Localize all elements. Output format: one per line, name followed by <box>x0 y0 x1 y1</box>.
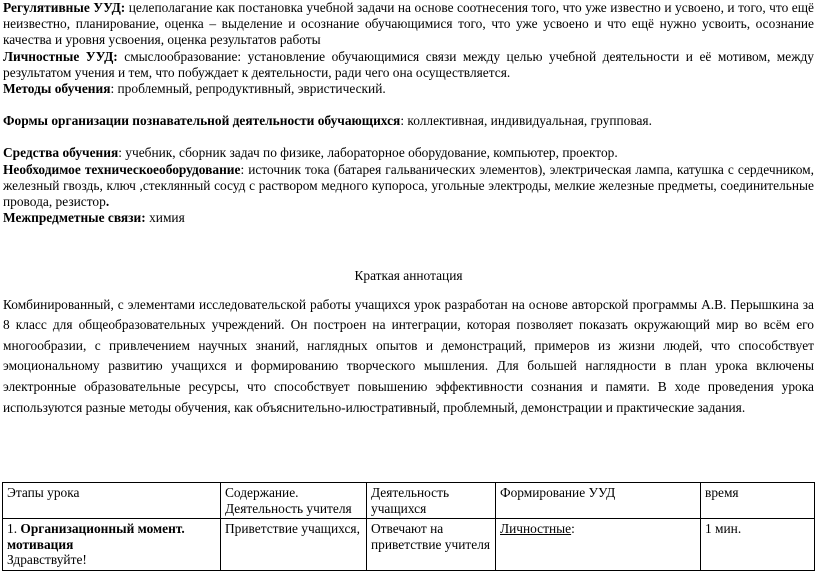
interdisciplinary-label: Межпредметные связи: <box>3 210 146 226</box>
equipment-text: : источник тока (батарея гальванических элементов), электрическая лампа, катушка с сердечником, железный гвоздь, ключ ,стеклянный сосуд с раствором медного купороса, угольные электроды, мелкие железные предметы, соединительные провода, резистор <box>3 161 815 210</box>
means-paragraph <box>3 145 814 161</box>
lesson-plan-table <box>2 482 815 571</box>
row1-uud-label: Личностные <box>500 521 572 537</box>
header-stages: Этапы урока <box>3 483 221 519</box>
equipment-label: Необходимое техническоеоборудование <box>3 161 241 177</box>
forms-label: Формы организации познавательной деятельности обучающихся <box>3 113 401 129</box>
forms-paragraph <box>3 113 814 129</box>
regulative-uud-label: Регулятивные УУД: <box>3 0 126 15</box>
personal-uud-paragraph <box>3 49 814 81</box>
row1-stage-title: Организационный момент. мотивация <box>7 521 185 552</box>
header-time: время <box>701 483 815 519</box>
personal-uud-label: Личностные УУД: <box>3 48 118 64</box>
row1-stage-greeting: Здравствуйте! <box>7 552 87 568</box>
row1-stage-number: 1 <box>7 521 14 537</box>
annotation-text: Комбинированный, с элементами исследовательской работы учащихся урок разработан на основе авторской программы А.В. Перышкина за 8 класс для общеобразовательных учреждений. Он построен на интеграции, которая позволяет показать окружающий мир во всём его многообразии, с привлечением научных знаний, наглядных опытов и демонстраций, примеров из жизни людей, что способствует эмоциональному развитию учащихся и формированию творческого мышления. Для большей наглядности в план урока включены электронные образовательные ресурсы, что способствует повышению эффективности сознания и памяти. В ходе проведения урока используются разные методы обучения, как объяснительно-илюстративный, проблемный, демонстрации и практические задания. <box>3 296 814 415</box>
header-student-activity <box>367 483 496 519</box>
interdisciplinary-paragraph <box>3 210 814 226</box>
means-text: : учебник, сборник задач по физике, лабораторное оборудование, компьютер, проектор. <box>118 145 618 161</box>
table-header-row <box>3 483 815 519</box>
methods-label: Методы обучения <box>3 81 111 97</box>
personal-uud-text: смыслообразование: установление обучающимися связи между целью учебной деятельности и её мотивом, между результатом учения и тем, что побуждает к деятельности, ради чего она осуществляется. <box>3 48 814 80</box>
header-student-line1: Деятельность <box>371 485 450 500</box>
header-content-line1: Содержание. <box>225 485 299 500</box>
regulative-uud-paragraph <box>3 0 814 49</box>
row1-stage-dot: . <box>13 521 21 537</box>
row1-stage <box>3 519 221 571</box>
methods-paragraph <box>3 81 814 97</box>
row1-uud-colon: : <box>571 521 575 537</box>
header-content <box>221 483 367 519</box>
methods-text: : проблемный, репродуктивный, эвристический. <box>110 81 386 97</box>
interdisciplinary-text: химия <box>145 210 185 226</box>
row1-uud <box>496 519 701 571</box>
forms-text: : коллективная, индивидуальная, групповая. <box>400 113 652 129</box>
header-student-line2: учащихся <box>371 500 427 516</box>
header-uud: Формирование УУД <box>496 483 701 519</box>
row1-teacher: Приветствие учащихся, <box>221 519 367 571</box>
row1-student: Отвечают на приветствие учителя <box>367 519 496 571</box>
table-row <box>3 519 815 571</box>
means-label: Средства обучения <box>3 145 119 161</box>
equipment-end: . <box>105 194 110 210</box>
regulative-uud-text: целеполагание как постановка учебной задачи на основе соотнесения того, что уже известно и усвоено, и того, что ещё неизвестно, планирование, оценка – выделение и осознание обучающимися того, что уже усвоено и что ещё нужно усвоить, осознание качества и уровня усвоения, оценка результатов работы <box>3 0 814 48</box>
header-content-line2: Деятельность учителя <box>225 500 352 516</box>
row1-time: 1 мин. <box>701 519 815 571</box>
annotation-title: Краткая аннотация <box>354 268 463 284</box>
equipment-paragraph <box>3 162 814 211</box>
